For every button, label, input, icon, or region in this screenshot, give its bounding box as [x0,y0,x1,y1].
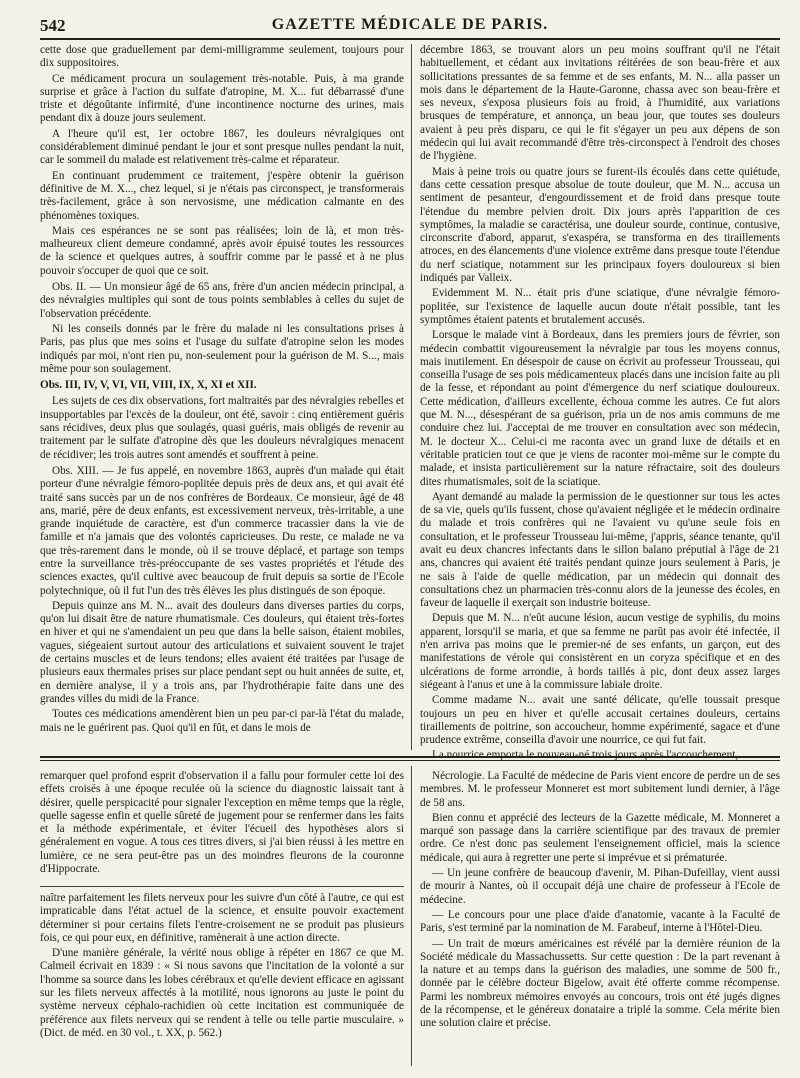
paragraph: Toutes ces médications amendèrent bien un peu par-ci par-là l'état du malade, mais ne le guérirent pas. Quoi qu'il en fût, et dans le mois de [40,708,404,734]
paragraph: D'une manière générale, la vérité nous oblige à répéter en 1867 ce que M. Calmeil écrivait en 1839 : « Si nous savons que l'incitation de la volonté a sur l'homme sa source dans les lobes cérébraux et qu'elle devient efficace en agissant sur les filets nerveux affectés à la motilité, nous ignorons au juste le point du système nerveux céphalo-rachidien où cette incitation est communiquée de préférence aux filets nerveux qui se rendent à telle ou telle partie musculaire. » (Dict. de méd. en 30 vol., t. XX, p. 562.) [40,947,404,1039]
paragraph: En continuant prudemment ce traitement, j'espère obtenir la guérison définitive de M. X..., chez lequel, si je n'étais pas circonspect, je transformerais très-facilement, grâce à son nervosisme, une médication calmante en des phénomènes toxiques. [40,169,404,222]
page-number: 542 [40,16,66,35]
lower-column-divider [411,766,412,1066]
news-column [420,770,780,1068]
paragraph: cette dose que graduellement par demi-milligramme seulement, toujours pour dix suppositoires. [40,44,404,70]
section-rule-thin [40,760,780,761]
paragraph: Les sujets de ces dix observations, fort maltraités par des névralgies rebelles et insupportables par l'excès de la douleur, ont été, savoir : cinq entièrement guéris sans récidives, deux plus que soulagés, quasi guéris, mais obligés de revenir au traitement par le sulfate d'atropine dès que les douleurs névralgiques menacent de récidiver; les trois autres sont amendés et souffrent à peine. [40,395,404,461]
paragraph: — Un trait de mœurs américaines est révélé par la dernière réunion de la Société médicale du Massachussetts. Sur cette question : De la part revenant à la nature et au temps dans la guérison des maladies, une somme de 500 fr., donnée par le célèbre docteur Bigelow, avait été offerte comme récompense. Parmi les nombreux mémoires envoyés au concours, trois ont été jugés dignes de la récompense, et le généreux donataire a triplé la somme. Cela mérite bien une solution claire et précise. [420,937,780,1030]
paragraph: Obs. III, IV, V, VI, VII, VIII, IX, X, XI et XII. [40,379,257,392]
paragraph: Depuis quinze ans M. N... avait des douleurs dans diverses parties du corps, qu'on lui disait être de nature rhumatismale. Ces douleurs, qui étaient très-fortes en hiver et qui ne s'amendaient un peu que dans la belle saison, étaient mobiles, vagues, siégeaient surtout autour des articulations et suivaient souvent le trajet de certains muscles et de leurs tendons; elles avaient été traitées par l'usage de plusieurs eaux thermales prises sur place pendant sept ou huit années de suite, et, en dernière analyse, il y a trois ans, par l'hydrothérapie faite dans une des grandes villes du midi de la France. [40,599,404,705]
journal-title: GAZETTE MÉDICALE DE PARIS. [271,16,549,33]
upper-left-column [40,44,404,750]
section-rule [40,756,780,758]
column-divider [411,44,412,750]
paragraph: remarquer quel profond esprit d'observation il a fallu pour formuler cette loi des effets croisés à une époque reculée où la science du diagnostic laissait tant à désirer, quelle perspicacité pour signaler l'exception en même temps que la règle, quelle sagesse enfin et quelle sûreté de jugement pour se renfermer dans les faits et la méthode expérimentale, et éviter l'écueil des hypothèses alors si généralement en vogue. A tous ces titres divers, si j'ai bien réussi à les mettre en lumière, ce ne sera peut-être pas un des moindres fleurons de la couronne d'Hippocrate. [40,770,404,876]
paragraph: A l'heure qu'il est, 1er octobre 1867, les douleurs névralgiques ont considérablement diminué pendant le jour et sont presque nulles pendant la nuit, car le sommeil du malade est relativement très-calme et réparateur. [40,127,404,167]
paragraph: Obs. II. — Un monsieur âgé de 65 ans, frère d'un ancien médecin principal, a des névralgies multiples qui sont de tous points semblables à celles du sujet de l'observation précédente. [40,281,404,320]
upper-right-column [420,44,780,750]
paragraph: Bien connu et apprécié des lecteurs de la Gazette médicale, M. Monneret a marqué son passage dans la carrière scientifique par des travaux de premier ordre. Ce n'est donc pas seulement l'enseignement officiel, mais la science médicale, qui aura à regretter une perte si imprévue et si prématurée. [420,811,780,864]
paragraph: Mais ces espérances ne se sont pas réalisées; loin de là, et mon très-malheureux client demeure condamné, après avoir épuisé toutes les ressources de la science et quelques autres, à souffrir comme par le passé et à ne plus pouvoir s'occuper de quoi que ce soit. [40,224,404,277]
paragraph: naître parfaitement les filets nerveux pour les suivre d'un côté à l'autre, ce qui est impraticable dans l'état actuel de la science, et ensuite pouvoir exactement déterminer si pour certains filets l'entre-croisement ne se produit pas plusieurs fois, ce qui pour eux, en définitive, ramènerait à une action directe. [40,892,404,944]
paragraph: Ce médicament procura un soulagement très-notable. Puis, à ma grande surprise et grâce à l'action du sulfate d'atropine, M. X... fut débarrassé d'une triste et dégoûtante infirmité, d'une incontinence nocturne des urines, mais pendant dix à douze jours seulement. [40,72,404,125]
paragraph: Ni les conseils donnés par le frère du malade ni les consultations prises à Paris, pas plus que mes soins et l'usage du sulfate d'atropine selon les modes indiqués par moi, n'ont rien pu, non-seulement pour la guérison de M. S..., mais même pour son soulagement. [40,322,404,375]
paragraph: Comme madame N... avait une santé délicate, qu'elle toussait presque toujours un peu en hiver et qu'elle accusait certaines douleurs, certains tiraillements de poitrine, son accoucheur, homme expérimenté, sagace et d'une prudence extrême, conseilla d'avoir une nourrice, ce qui fut fait. [420,694,780,747]
paragraph: Lorsque le malade vint à Bordeaux, dans les premiers jours de février, son médecin combattit vigoureusement la névralgie par tous les moyens connus, mais inutilement. En désespoir de cause on écrivit au professeur Trousseau, qui conseilla l'usage de ses pois médicamenteux placés dans une incision faite au pli de la fesse, et répondant au point d'émergence du nerf sciatique douloureux. Cette médication, d'ailleurs excellente, échoua comme les autres. Ce fut alors que M. N..., désespérant de sa guérison, pria un de nos amis communs de me conduire chez lui. J'acceptai de me trouver en consultation avec son médecin, M. le docteur X... Celui-ci me raconta avec un grand luxe de détails et en véritable praticien tout ce que je viens de raconter moi-même sur le compte du malade, et insista particulièrement sur la nature réfractaire, soit des douleurs dites rhumatismales, soit de la sciatique. [420,329,780,488]
paragraph: Depuis que M. N... n'eût aucune lésion, aucun vestige de syphilis, du moins apparent, lorsqu'il se maria, et que sa femme ne parût pas avoir été infectée, il n'en arriva pas moins que le premier-né de ses enfants, un garçon, eut des manifestations de vérole qui consistèrent en un coryza spécifique et en des ulcérations de forme arrondie, à bords taillés à pic, dont deux assez larges siégeant à l'anus et une à la commissure labiale droite. [420,612,780,691]
paragraph: — Un jeune confrère de beaucoup d'avenir, M. Pihan-Dufeillay, vient aussi de mourir à Nantes, où il occupait déjà une chaire de professeur à l'Ecole de médecine. [420,867,780,906]
paragraph: Ayant demandé au malade la permission de le questionner sur tous les actes de sa vie, quels qu'ils fussent, chose qu'avaient négligée et le médecin ordinaire du malade et trois confrères qui ne l'avaient vu qu'une seule fois en consultation, et le professeur Trousseau lui-même, j'appris, séance tenante, qu'il avait eu deux chancres infectants dans le sillon balano préputial à l'âge de 21 ans, chancres qui avaient été traités pendant quinze jours seulement à Paris, je ne sais à l'aide de quelle médication, par un médecin qui donnait des consultations chez un pharmacien très-connu alors de la jeunesse des écoles, en faveur de laquelle il exerçait son industrie boiteuse. [420,490,780,610]
page-header [40,14,780,40]
paragraph: décembre 1863, se trouvant alors un peu moins souffrant qu'il ne l'était habituellement, et cédant aux invitations réitérées de son beau-frère et aux sollicitations pressantes de sa femme et de ses enfants, M. N... alla passer un mois dans le département de la Haute-Garonne, chassa avec son beau-frère et ses neveux, s'exposa plusieurs fois au froid, à l'humidité, aux variations brusques de température, et annonça, un beau jour, que toutes ses douleurs avaient à peu près disparu, ce qui le fit s'égayer un peu aux dépens de son médecin qui lui avait recommandé d'être très-circonspect à l'endroit des choses de l'hygiène. [420,44,780,163]
paragraph: Evidemment M. N... était pris d'une sciatique, d'une névralgie fémoro-poplitée, sur l'existence de laquelle aucun doute n'était possible, tant les symptômes étaient patents et brutalement accusés. [420,287,780,326]
paragraph: Mais à peine trois ou quatre jours se furent-ils écoulés dans cette quiétude, dans cette cessation presque absolue de toute douleur, que M. N... accusa un sentiment de pesanteur, d'engourdissement et de froid dans presque toute l'étendue du membre pelvien droit. Dix jours après l'apparition de ces symptômes, la maladie se caractérisa, une douleur sourde, continue, contusive, circonscrite d'abord, apparut, s'exaspéra, se transforma en des tiraillements atroces, en des élancements d'une violence extrême dans presque toute l'étendue du nerf sciatique, notamment sur les principaux foyers douloureux si bien indiqués par Valleix. [420,165,780,285]
feuilleton-divider [40,886,404,887]
feuilleton-left-top [40,770,404,882]
paragraph: Nécrologie. La Faculté de médecine de Paris vient encore de perdre un de ses membres. M. le professeur Monneret est mort subitement lundi dernier, à l'âge de 58 ans. [420,770,780,809]
paragraph: Obs. XIII. — Je fus appelé, en novembre 1863, auprès d'un malade qui était porteur d'une névralgie fémoro-poplitée depuis près de deux ans, et qui avait été traité sans succès par un de nos confrères de Bordeaux. Ce monsieur, âgé de 48 ans, marié, père de deux enfants, est excessivement nerveux, très-irritable, a une grande inquiétude de caractère, est d'un commerce tracassier dans la vie de famille et n'a jamais que des volontés capricieuses. Du reste, ce malade ne va que très-rarement dans le monde, où il se trouve déplacé, et partage son temps entre la surveillance très-préoccupante de ses vastes propriétés et l'étude des sciences exactes, qu'il cultive avec beaucoup de fruit depuis sa sortie de l'Ecole polytechnique, où il fut l'un des très élèves les plus distingués de son époque. [40,464,404,597]
feuilleton-left-bottom [40,892,404,1068]
paragraph: — Le concours pour une place d'aide d'anatomie, vacante à la Faculté de Paris, s'est terminé par la nomination de M. Farabeuf, interne à l'Hôtel-Dieu. [420,908,780,935]
